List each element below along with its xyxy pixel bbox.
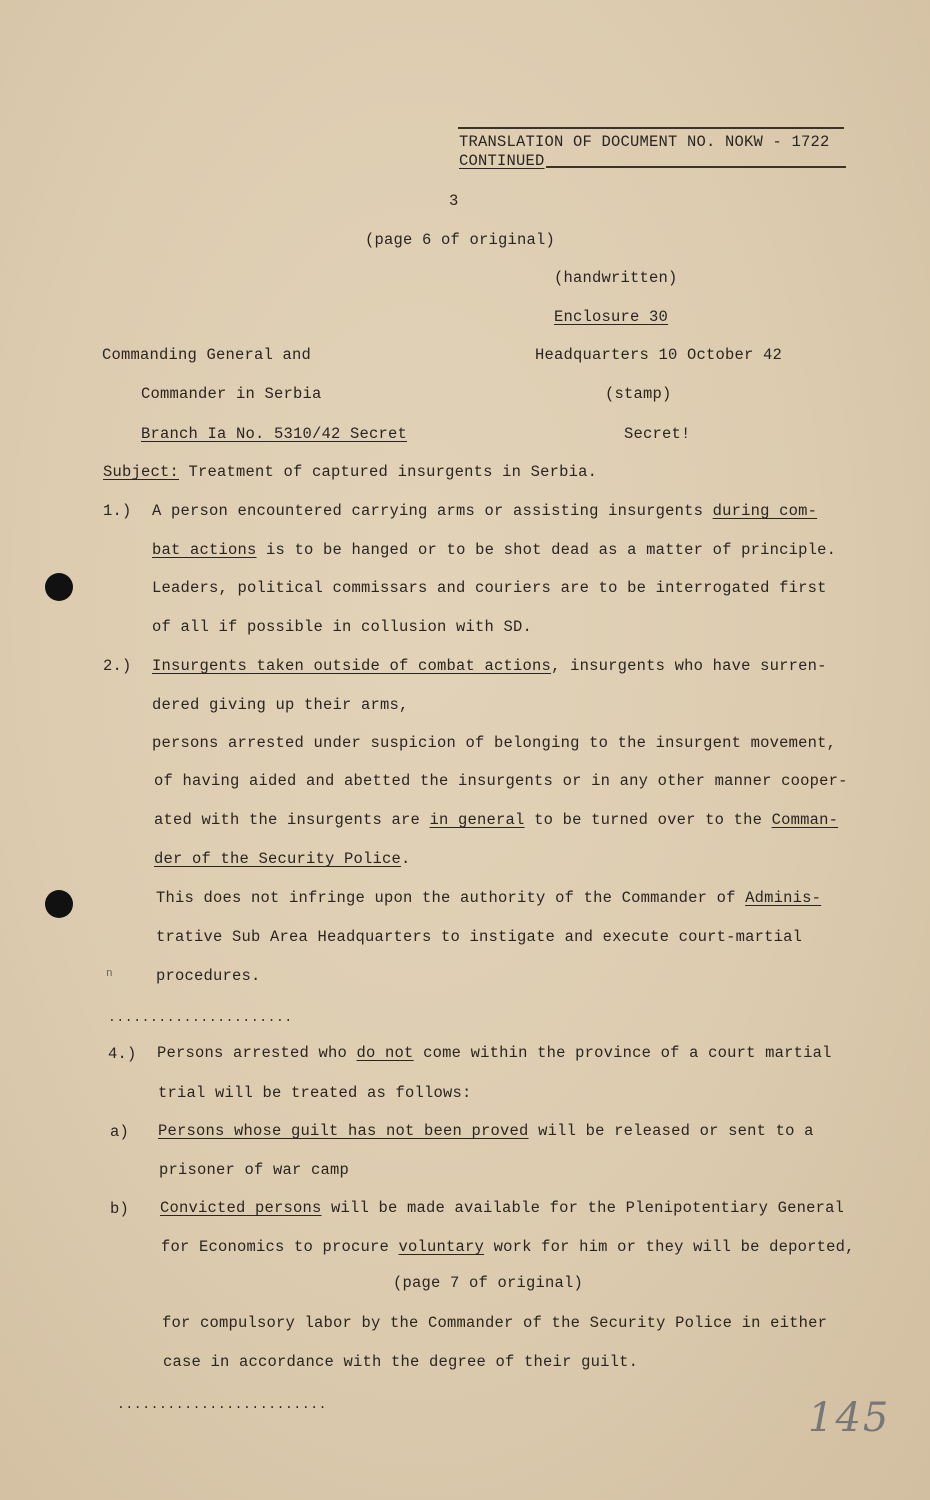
- page-reference: (page 6 of original): [365, 231, 556, 249]
- item-b-line-2: for Economics to procure voluntary work for him or they will be deported,: [161, 1238, 855, 1256]
- item-2-line-7: This does not infringe upon the authority of the Commander of Adminis-: [156, 889, 822, 907]
- item-2-line-1: Insurgents taken outside of combat actions, insurgents who have surren-: [152, 657, 827, 675]
- page-reference-2: (page 7 of original): [393, 1274, 584, 1292]
- item-2-line-9: procedures.: [156, 967, 261, 985]
- page-number: 3: [449, 192, 459, 210]
- subject-line: [103, 463, 597, 481]
- item-a-line-1: Persons whose guilt has not been proved will be released or sent to a: [158, 1122, 814, 1140]
- item-b-line-3: for compulsory labor by the Commander of the Security Police in either: [162, 1314, 828, 1332]
- item-a-label: a): [110, 1123, 130, 1141]
- handwritten-note: (handwritten): [554, 269, 678, 287]
- punch-hole-bottom: [45, 890, 73, 918]
- omission-dots-2: .........................: [117, 1397, 328, 1412]
- document-continued: CONTINUED: [459, 152, 545, 170]
- item-2-line-5: ated with the insurgents are in general to be turned over to the Comman-: [154, 811, 839, 829]
- item-4-line-1: Persons arrested who do not come within the province of a court martial: [157, 1044, 832, 1062]
- item-2-number: 2.): [103, 657, 132, 675]
- enclosure-label: Enclosure 30: [554, 308, 669, 326]
- item-a-line-2: prisoner of war camp: [159, 1161, 350, 1179]
- stamp-note: (stamp): [605, 385, 672, 403]
- item-4-number: 4.): [108, 1045, 137, 1063]
- item-b-line-1: Convicted persons will be made available for the Plenipotentiary General: [160, 1199, 845, 1217]
- sender-line-1: Commanding General and: [102, 346, 312, 364]
- header-rule-bottom: [546, 166, 846, 168]
- item-b-label: b): [110, 1200, 130, 1218]
- headquarters-date: Headquarters 10 October 42: [535, 346, 783, 364]
- document-title: TRANSLATION OF DOCUMENT NO. NOKW - 1722: [459, 133, 830, 151]
- subject-text: Treatment of captured insurgents in Serbia.: [188, 463, 598, 481]
- item-2-line-8: trative Sub Area Headquarters to instigate and execute court-martial: [156, 928, 803, 946]
- item-2-line-4: of having aided and abetted the insurgents or in any other manner cooper-: [154, 772, 848, 790]
- item-1-number: 1.): [103, 502, 132, 520]
- handwritten-page-number: 145: [808, 1395, 891, 1441]
- item-2-line-6: der of the Security Police.: [154, 850, 411, 868]
- subject-label: Subject:: [103, 463, 180, 481]
- punch-hole-top: [45, 573, 73, 601]
- omission-dots-1: ......................: [108, 1010, 293, 1025]
- item-b-line-4: case in accordance with the degree of their guilt.: [163, 1353, 639, 1371]
- header-rule-top: [458, 127, 844, 129]
- margin-mark: n: [106, 968, 113, 980]
- item-4-line-2: trial will be treated as follows:: [158, 1084, 472, 1102]
- item-1-line-3: Leaders, political commissars and couriers are to be interrogated first: [152, 579, 827, 597]
- item-1-line-1: A person encountered carrying arms or assisting insurgents during com-: [152, 502, 818, 520]
- item-2-line-2: dered giving up their arms,: [152, 696, 409, 714]
- item-2-line-3: persons arrested under suspicion of belonging to the insurgent movement,: [152, 734, 837, 752]
- item-1-line-2: bat actions is to be hanged or to be shot dead as a matter of principle.: [152, 541, 837, 559]
- classification: Secret!: [624, 425, 691, 443]
- item-1-line-4: of all if possible in collusion with SD.: [152, 618, 533, 636]
- sender-line-2: Commander in Serbia: [141, 385, 322, 403]
- sender-reference: Branch Ia No. 5310/42 Secret: [141, 425, 408, 443]
